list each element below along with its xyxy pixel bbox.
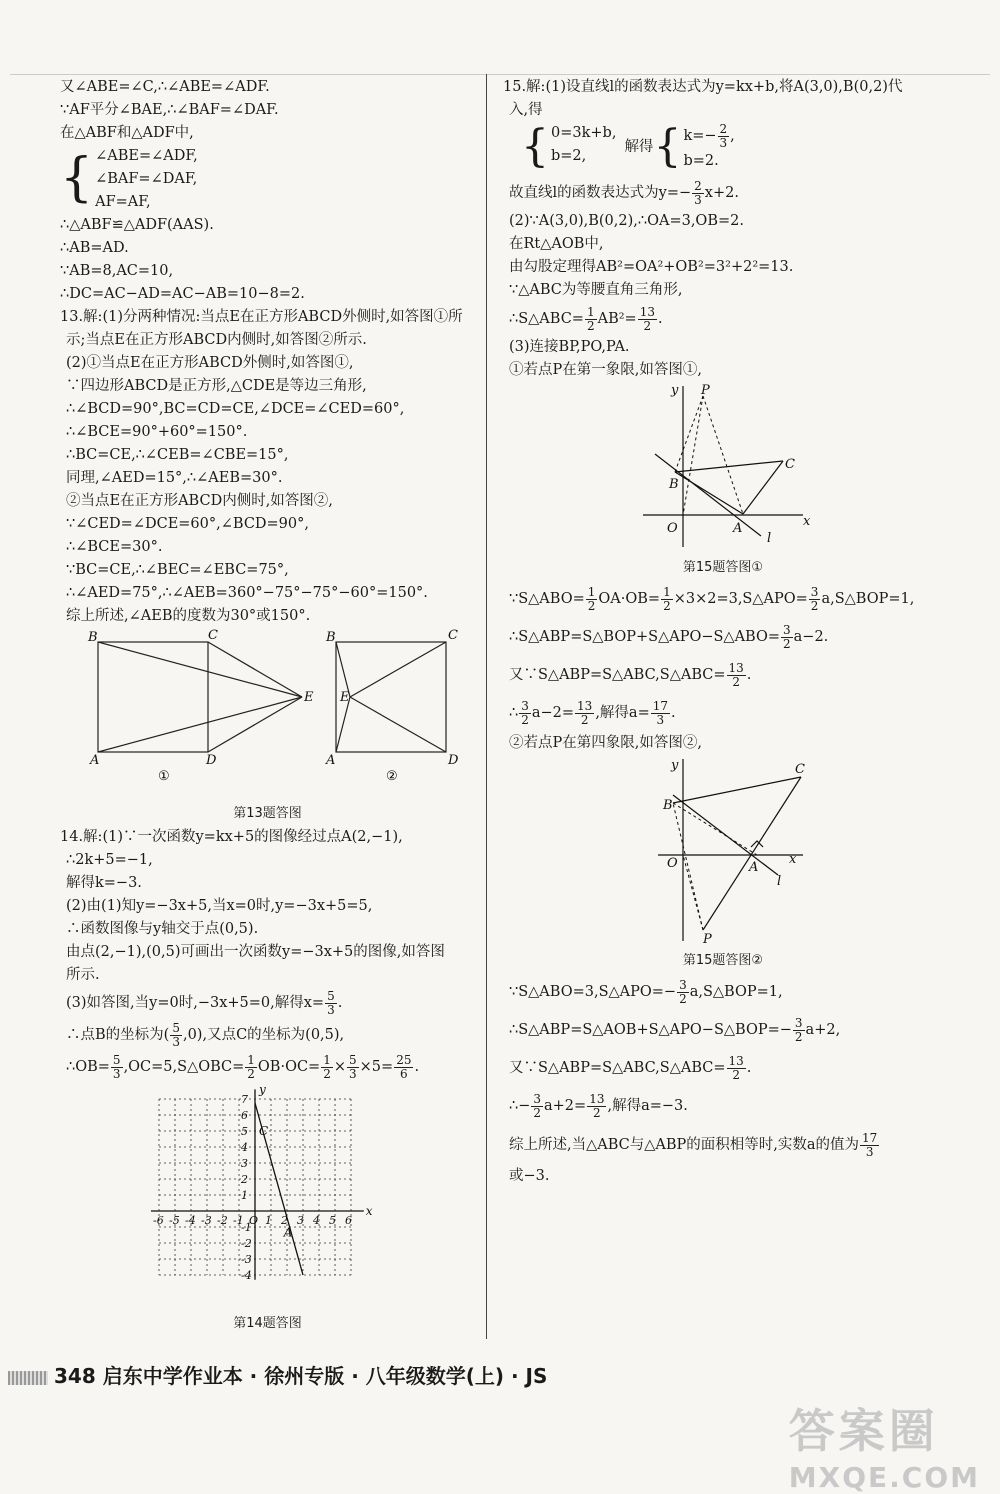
fraction — [587, 1093, 606, 1120]
text: ×5= — [359, 1059, 394, 1075]
fraction — [170, 1022, 182, 1049]
x-tick-label: 2 — [281, 1214, 288, 1227]
sys-row: ∠BAF=∠DAF, — [95, 171, 198, 187]
fraction — [809, 586, 821, 613]
y-tick-label: 1 — [241, 1189, 248, 1202]
fraction — [321, 1054, 333, 1081]
x-tick-label: 1 — [265, 1214, 272, 1227]
label-c: C — [208, 628, 218, 643]
text: 故直线l的函数表达式为y=− — [509, 185, 692, 201]
fig15-diagram-1 — [503, 382, 943, 552]
conclusion-line — [503, 1125, 943, 1165]
numerator: 3 — [521, 698, 529, 713]
denominator: 3 — [349, 1066, 357, 1081]
p14-part3-line: (3)如答图,当y=0时,−3x+5=0,解得x= $\frac{5}{3}$ . — [66, 988, 343, 1017]
y-tick-label: 4 — [241, 1141, 248, 1154]
x-tick-label: -2 — [217, 1214, 228, 1227]
p15-line: 入,得 — [509, 102, 543, 118]
p14-area-line: ∴OB= $\frac{5}{3}$ ,OC=5,S△OBC= $\frac{1}{2}$ OB·OC= $\frac{1}{2}$ × $\frac{5}{3}$ ×5= $\frac{25}{6}$ . — [66, 1052, 420, 1081]
fraction — [692, 180, 704, 207]
fraction — [793, 1017, 805, 1044]
denominator: 3 — [719, 135, 728, 150]
label-p: P — [703, 932, 712, 945]
text: a−2= — [531, 705, 575, 721]
p12b-line: ∵AB=8,AC=10, — [60, 263, 174, 279]
numerator: 5 — [112, 1052, 121, 1067]
text: ∴OB= — [66, 1059, 110, 1075]
y-tick-label: -4 — [241, 1269, 252, 1282]
denominator: 2 — [732, 674, 740, 689]
numerator: 3 — [794, 1015, 803, 1030]
p13-line: ∵四边形ABCD是正方形,△CDE是等边三角形, — [66, 378, 367, 394]
fig13-diagram — [60, 628, 475, 798]
fraction — [638, 306, 657, 333]
denominator: 3 — [172, 1034, 180, 1049]
sys-row: 0=3k+b, — [551, 125, 617, 141]
y-tick-label: -1 — [241, 1221, 252, 1234]
numerator: 5 — [172, 1020, 180, 1035]
y-tick-label: 7 — [241, 1093, 248, 1106]
numerator: 2 — [694, 178, 702, 193]
denominator: 2 — [533, 1105, 542, 1120]
eq-line — [503, 618, 943, 656]
denominator: 2 — [732, 1067, 740, 1082]
text: a,S△BOP=1, — [689, 984, 783, 1000]
sys-row: ∠ABE=∠ADF, — [95, 148, 198, 164]
solve-label: 解得 — [624, 139, 654, 155]
numerator: 17 — [652, 698, 669, 713]
denominator: 2 — [794, 1029, 803, 1044]
label-c: C — [448, 628, 458, 643]
eq-line — [503, 1087, 943, 1125]
fraction — [245, 1054, 257, 1081]
text: ∵S△ABO=3,S△APO=− — [509, 984, 677, 1000]
p13-line: ∴∠BCE=30°. — [66, 539, 163, 555]
p12-line-2: ∵AF平分∠BAE,∴∠BAF=∠DAF. — [60, 102, 279, 118]
p12-line-1: 又∠ABE=∠C,∴∠ABE=∠ADF. — [60, 79, 270, 95]
fig14-caption: 第14题答图 — [233, 1316, 302, 1331]
p13-line: 13.解:(1)分两种情况:当点E在正方形ABCD外侧时,如答图①所 — [60, 309, 463, 325]
p14-line: ∴函数图像与y轴交于点(0,5). — [66, 921, 259, 937]
fraction — [111, 1054, 123, 1081]
denominator: 2 — [643, 318, 652, 333]
numerator: 3 — [810, 584, 819, 599]
denominator: 2 — [810, 598, 819, 613]
fraction — [677, 979, 689, 1006]
p15-line — [503, 176, 943, 210]
fraction — [661, 586, 673, 613]
text: ∴− — [509, 1098, 531, 1114]
text: a+2, — [805, 1022, 841, 1038]
p15-line: ①若点P在第一象限,如答图①, — [509, 362, 702, 378]
label-p: P — [701, 383, 710, 398]
numerator: 1 — [323, 1052, 331, 1067]
brace: { — [60, 148, 94, 208]
p13-line: 同理,∠AED=15°,∴∠AEB=30°. — [66, 470, 283, 486]
x-tick-label: -5 — [169, 1214, 180, 1227]
label-o: O — [667, 856, 678, 871]
y-tick-label: 6 — [241, 1109, 248, 1122]
fig13-sub-2: ② — [386, 769, 398, 784]
label-l: l — [777, 874, 782, 889]
numerator: 13 — [639, 304, 655, 319]
label-d: D — [448, 753, 459, 768]
p14-line: ∴2k+5=−1, — [66, 852, 153, 868]
label-c: C — [785, 457, 795, 472]
point-label-c: C — [259, 1124, 269, 1138]
label-a: A — [749, 860, 759, 875]
denominator: 2 — [783, 636, 791, 651]
fig14-graph — [60, 1083, 475, 1308]
denominator: 2 — [586, 318, 595, 333]
numerator: 5 — [327, 988, 335, 1003]
sys-row: b=2. — [683, 153, 719, 169]
denominator: 2 — [521, 712, 529, 727]
x-tick-label: 6 — [345, 1214, 352, 1227]
label-e: E — [304, 690, 314, 705]
watermark-url: MXQE.COM — [788, 1461, 980, 1494]
y-tick-label: -3 — [241, 1253, 252, 1266]
page-footer — [8, 1360, 547, 1392]
denominator: 2 — [663, 598, 671, 613]
p14-line: 14.解:(1)∵一次函数y=kx+5的图像经过点A(2,−1), — [60, 829, 403, 845]
x-tick-label: O — [249, 1214, 259, 1227]
p15-line: ②若点P在第四象限,如答图②, — [509, 735, 702, 751]
numerator: 1 — [663, 584, 671, 599]
text: ,解得a=−3. — [607, 1098, 688, 1114]
label-y: y — [671, 383, 679, 398]
numerator: 13 — [728, 660, 744, 675]
p15-line: 在Rt△AOB中, — [509, 236, 604, 252]
p15-equation-system — [503, 122, 943, 176]
p13-line: 综上所述,∠AEB的度数为30°或150°. — [66, 608, 311, 624]
x-tick-label: -4 — [185, 1214, 196, 1227]
eq-line: 又∵S△ABP=S△ABC,S△ABC= $\frac{13}{2}$ . — [509, 660, 752, 689]
denominator: 2 — [247, 1066, 255, 1081]
fraction — [781, 624, 793, 651]
p13-line: (2)①当点E在正方形ABCD外侧时,如答图①, — [66, 355, 354, 371]
denominator: 3 — [656, 712, 665, 727]
eq-line: 又∵S△ABP=S△ABC,S△ABC= $\frac{13}{2}$ . — [509, 1053, 752, 1082]
y-tick-label: 2 — [241, 1173, 248, 1186]
x-tick-label: 4 — [313, 1214, 320, 1227]
text: 综上所述,当△ABC与△ABP的面积相等时,实数a的值为 — [509, 1137, 860, 1153]
footer-texture — [8, 1371, 48, 1385]
label-b: B — [669, 477, 679, 492]
denominator: 2 — [679, 991, 687, 1006]
top-rule — [10, 74, 990, 75]
brace: { — [521, 122, 549, 172]
p13-line: ∴BC=CE,∴∠CEB=∠CBE=15°, — [66, 447, 289, 463]
p15-line: ∴S△ABC= $\frac{1}{2}$ AB²= $\frac{13}{2}$ . — [509, 304, 663, 333]
fraction — [575, 700, 594, 727]
numerator: 13 — [589, 1091, 605, 1106]
sys-row: AF=AF, — [95, 194, 151, 210]
footer-text: 348 启东中学作业本 · 徐州专版 · 八年级数学(上) · JS — [54, 1364, 548, 1388]
text: AB²= — [597, 311, 637, 327]
brace: { — [653, 122, 682, 172]
text: ,解得a= — [595, 705, 650, 721]
text: x+2. — [704, 185, 739, 201]
fig15-diagram-2 — [503, 755, 943, 945]
sys-row: k=− $\frac{2}{3}$ , — [683, 122, 735, 150]
text: ∴S△ABP=S△BOP+S△APO−S△ABO= — [509, 629, 781, 645]
p14-line: (2)由(1)知y=−3x+5,当x=0时,y=−3x+5=5, — [66, 898, 373, 914]
fig15-caption-1: 第15题答图① — [682, 560, 764, 575]
y-tick-label: 5 — [241, 1125, 248, 1138]
denominator: 3 — [112, 1066, 121, 1081]
fraction — [651, 700, 670, 727]
right-column — [503, 76, 943, 1188]
point-label-a: A — [283, 1225, 293, 1240]
label-b: B — [663, 798, 673, 813]
fig13-sub-1: ① — [158, 769, 170, 784]
text: 又∵S△ABP=S△ABC,S△ABC= — [509, 667, 726, 683]
sys-row: b=2, — [551, 148, 587, 164]
numerator: 17 — [862, 1130, 878, 1145]
label-d: D — [206, 753, 217, 768]
eq-line — [503, 1011, 943, 1049]
fraction — [519, 700, 531, 727]
p13-line: ∵BC=CE,∴∠BEC=∠EBC=75°, — [66, 562, 289, 578]
text: ,OC=5,S△OBC= — [123, 1059, 245, 1075]
p15-line: 15.解:(1)设直线l的函数表达式为y=kx+b,将A(3,0),B(0,2)代 — [503, 79, 903, 95]
p13-line: ∴∠AED=75°,∴∠AEB=360°−75°−75°−60°=150°. — [66, 585, 428, 601]
label-y: y — [671, 758, 679, 773]
fraction — [718, 123, 730, 150]
p15-line: (3)连接BP,PO,PA. — [509, 339, 630, 355]
watermark — [789, 1395, 980, 1494]
p15-line: ∵△ABC为等腰直角三角形, — [509, 282, 683, 298]
x-tick-label: 5 — [329, 1214, 336, 1227]
text: k=− — [683, 128, 717, 144]
numerator: 2 — [719, 122, 728, 136]
text: a+2= — [544, 1098, 587, 1114]
fraction — [727, 662, 746, 689]
fraction — [531, 1093, 543, 1120]
label-a: A — [326, 753, 336, 768]
label-a: A — [90, 753, 100, 768]
numerator: 3 — [783, 622, 791, 637]
text: (3)如答图,当y=0时,−3x+5=0,解得x= — [66, 995, 325, 1011]
denominator: 3 — [327, 1002, 335, 1017]
p15-line: 由勾股定理得AB²=OA²+OB²=3²+2²=13. — [509, 259, 794, 275]
p12b-line: ∴DC=AC−AD=AC−AB=10−8=2. — [60, 286, 305, 302]
x-tick-label: -6 — [153, 1214, 164, 1227]
fig15-caption-2: 第15题答图② — [682, 953, 764, 968]
label-o: O — [667, 521, 678, 536]
fraction — [727, 1055, 746, 1082]
label-a: A — [733, 521, 743, 536]
fraction — [325, 990, 337, 1017]
y-tick-label: 3 — [241, 1157, 248, 1170]
text: ∴S△ABC= — [509, 311, 584, 327]
label-l: l — [767, 531, 772, 546]
text: ×3×2=3,S△APO= — [673, 591, 808, 607]
column-divider — [486, 74, 487, 1339]
text: OB·OC= — [257, 1059, 321, 1075]
eq-line — [503, 973, 943, 1011]
numerator: 1 — [586, 304, 595, 319]
numerator: 5 — [349, 1052, 357, 1067]
p14-line: 由点(2,−1),(0,5)可画出一次函数y=−3x+5的图像,如答图 — [66, 944, 445, 960]
x-tick-label: -3 — [201, 1214, 212, 1227]
label-b: B — [326, 630, 336, 645]
text: a−2. — [793, 629, 829, 645]
p12b-line: ∴△ABF≌△ADF(AAS). — [60, 217, 214, 233]
axis-label-x: x — [365, 1204, 373, 1218]
denominator: 6 — [400, 1066, 408, 1081]
text: ,又点C的坐标为(0,5), — [202, 1027, 345, 1043]
p13-line: ②当点E在正方形ABCD内侧时,如答图②, — [66, 493, 333, 509]
text: × — [333, 1059, 347, 1075]
fraction — [347, 1054, 359, 1081]
left-column — [60, 76, 475, 1336]
p14-point-b-line: ∴点B的坐标为( $\frac{5}{3}$ ,0),又点C的坐标为(0,5), — [66, 1020, 345, 1049]
p12-line-3: 在△ABF和△ADF中, — [60, 125, 194, 141]
denominator: 2 — [323, 1066, 331, 1081]
p14-line: 所示. — [66, 967, 100, 983]
x-tick-label: -1 — [233, 1214, 244, 1227]
p15-line: (2)∵A(3,0),B(0,2),∴OA=3,OB=2. — [509, 213, 744, 229]
label-e: E — [340, 690, 350, 705]
p13-line: ∵∠CED=∠DCE=60°,∠BCD=90°, — [66, 516, 309, 532]
denominator: 3 — [865, 1144, 874, 1159]
numerator: 13 — [728, 1053, 744, 1068]
label-x: x — [803, 514, 811, 529]
p13-line: ∴∠BCE=90°+60°=150°. — [66, 424, 248, 440]
fraction — [860, 1132, 879, 1159]
fraction — [394, 1054, 413, 1081]
text: 又∵S△ABP=S△ABC,S△ABC= — [509, 1060, 726, 1076]
axis-label-y: y — [259, 1083, 266, 1097]
denominator: 2 — [593, 1105, 601, 1120]
watermark-logo: 答案圈 — [788, 1404, 939, 1458]
fig13-caption: 第13题答图 — [233, 806, 302, 821]
eq-line — [503, 580, 943, 618]
numerator: 25 — [396, 1052, 412, 1067]
p12b-line: ∴AB=AD. — [60, 240, 129, 256]
text: ∵S△ABO= — [509, 591, 585, 607]
p12-equation-system — [60, 145, 475, 214]
p13-line: ∴∠BCD=90°,BC=CD=CE,∠DCE=∠CED=60°, — [66, 401, 405, 417]
numerator: 13 — [577, 698, 593, 713]
numerator: 1 — [587, 584, 596, 599]
text: ∴ — [509, 705, 519, 721]
p14-line: 解得k=−3. — [66, 875, 142, 891]
numerator: 3 — [679, 977, 687, 992]
text: ∴点B的坐标为 — [66, 1027, 164, 1043]
text: ∴S△ABP=S△AOB+S△APO−S△BOP=− — [509, 1022, 792, 1038]
label-c: C — [795, 762, 805, 777]
fraction — [586, 586, 598, 613]
label-x: x — [789, 852, 797, 867]
y-tick-label: -2 — [241, 1237, 252, 1250]
label-b: B — [88, 630, 98, 645]
fraction — [585, 306, 597, 333]
denominator: 3 — [694, 192, 702, 207]
x-tick-label: 3 — [297, 1214, 304, 1227]
eq-line: ∴ $\frac{3}{2}$ a−2= $\frac{13}{2}$ ,解得a= $\frac{17}{3}$ . — [509, 698, 676, 727]
conclusion-line-2: 或−3. — [509, 1168, 550, 1184]
denominator: 2 — [580, 712, 589, 727]
text: OA·OB= — [598, 591, 661, 607]
numerator: 3 — [533, 1091, 542, 1106]
denominator: 2 — [587, 598, 596, 613]
text: a,S△BOP=1, — [821, 591, 915, 607]
p13-line: 示;当点E在正方形ABCD内侧时,如答图②所示. — [66, 332, 367, 348]
numerator: 1 — [247, 1052, 255, 1067]
